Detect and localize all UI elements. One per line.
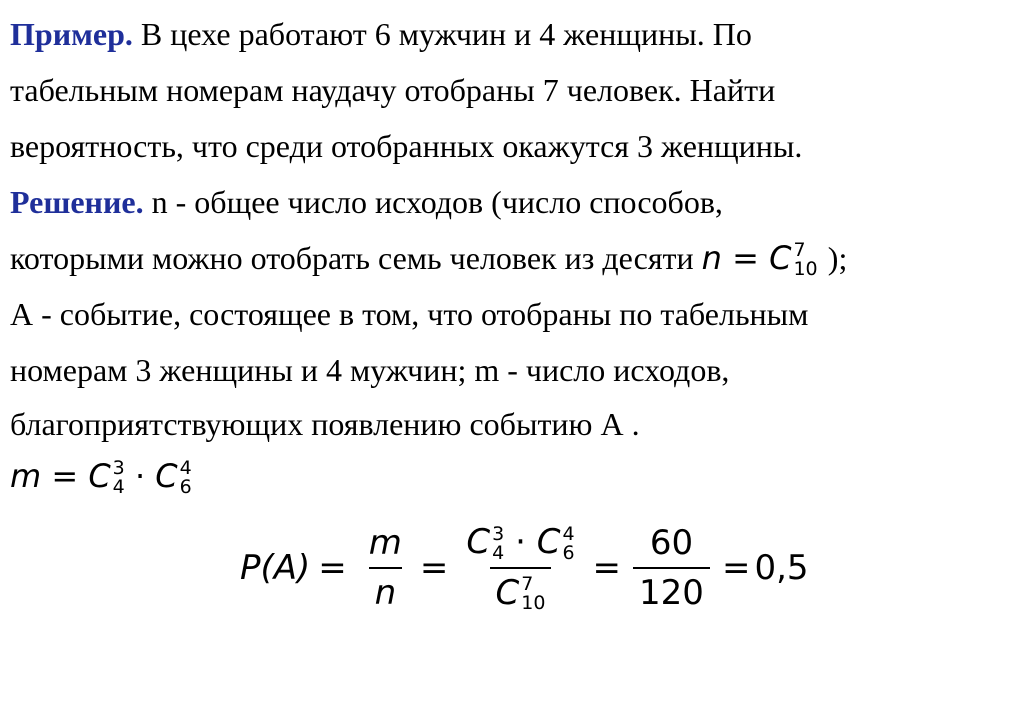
solution-label: Решение. bbox=[10, 184, 144, 220]
frac2-den-sup: 7 bbox=[521, 573, 534, 595]
m-c1-scripts bbox=[113, 459, 125, 497]
m-c2-sub: 6 bbox=[179, 476, 192, 498]
p-eq-1: = bbox=[318, 547, 347, 588]
m-c1-sup: 3 bbox=[112, 457, 125, 479]
p-eq-2: = bbox=[419, 547, 449, 588]
solution-text-1: n - общее число исходов (число способов, bbox=[151, 184, 723, 220]
n-c-sub: 10 bbox=[793, 258, 818, 280]
frac3-den: 120 bbox=[633, 567, 710, 613]
probability-formula bbox=[240, 522, 809, 613]
frac2-c1-sup: 3 bbox=[492, 522, 505, 545]
solution-line-1 bbox=[10, 182, 723, 222]
frac2-den-c: C bbox=[495, 572, 520, 613]
frac2-c2-scripts bbox=[562, 522, 575, 564]
n-formula bbox=[701, 239, 828, 280]
frac2-c1-scripts bbox=[492, 522, 505, 564]
frac2-c2: C bbox=[536, 522, 561, 562]
frac2-c1: C bbox=[466, 522, 491, 562]
solution-line-5: благоприятствующих появлению событию А . bbox=[10, 406, 640, 442]
frac2-num bbox=[460, 522, 580, 567]
m-c2-sup: 4 bbox=[179, 457, 192, 479]
frac2-den bbox=[490, 567, 552, 614]
example-label: Пример. bbox=[10, 16, 133, 52]
example-line-1 bbox=[10, 14, 752, 54]
frac1-den: n bbox=[369, 567, 403, 613]
fraction-combinations bbox=[460, 522, 580, 613]
p-lhs: P(A) bbox=[240, 547, 311, 588]
frac2-c1-sub: 4 bbox=[492, 541, 505, 564]
solution-line-2 bbox=[10, 238, 847, 279]
m-var: m bbox=[10, 457, 42, 495]
p-eq-3: = bbox=[592, 547, 622, 588]
m-dot: · bbox=[134, 457, 146, 495]
frac2-den-sub: 10 bbox=[521, 592, 546, 614]
p-result: 0,5 bbox=[754, 547, 809, 588]
example-line-2: табельным номерам наудачу отобраны 7 человек. Найти bbox=[10, 72, 776, 108]
solution-text-2-end: ); bbox=[827, 240, 848, 276]
frac2-c2-sub: 6 bbox=[562, 541, 575, 564]
frac2-c2-sup: 4 bbox=[562, 522, 575, 545]
m-c1: C bbox=[88, 457, 111, 495]
solution-line-4: номерам 3 женщины и 4 мужчин; m - число исходов, bbox=[10, 352, 730, 388]
m-c1-sub: 4 bbox=[112, 476, 125, 498]
n-c-sup: 7 bbox=[793, 239, 806, 261]
solution-text-2: которыми можно отобрать семь человек из десяти bbox=[10, 240, 694, 276]
m-c2: C bbox=[155, 457, 178, 495]
frac2-dot: · bbox=[515, 522, 526, 562]
m-c2-scripts bbox=[180, 459, 192, 497]
example-line-3: вероятность, что среди отобранных окажутся 3 женщины. bbox=[10, 128, 803, 164]
fraction-numeric bbox=[633, 523, 710, 613]
m-eq: = bbox=[51, 457, 79, 495]
n-var: n bbox=[701, 239, 722, 277]
frac2-den-scripts bbox=[521, 575, 545, 613]
n-c: C bbox=[769, 239, 792, 277]
m-formula bbox=[10, 456, 192, 497]
frac1-num: m bbox=[368, 522, 402, 563]
n-eq: = bbox=[732, 239, 759, 277]
frac3-num: 60 bbox=[649, 522, 694, 563]
fraction-m-over-n bbox=[363, 523, 408, 613]
n-c-scripts bbox=[793, 241, 817, 279]
solution-line-3: А - событие, состоящее в том, что отобраны по табельным bbox=[10, 296, 809, 332]
p-eq-4: = bbox=[721, 547, 751, 588]
example-text-1: В цехе работают 6 мужчин и 4 женщины. По bbox=[140, 16, 752, 52]
